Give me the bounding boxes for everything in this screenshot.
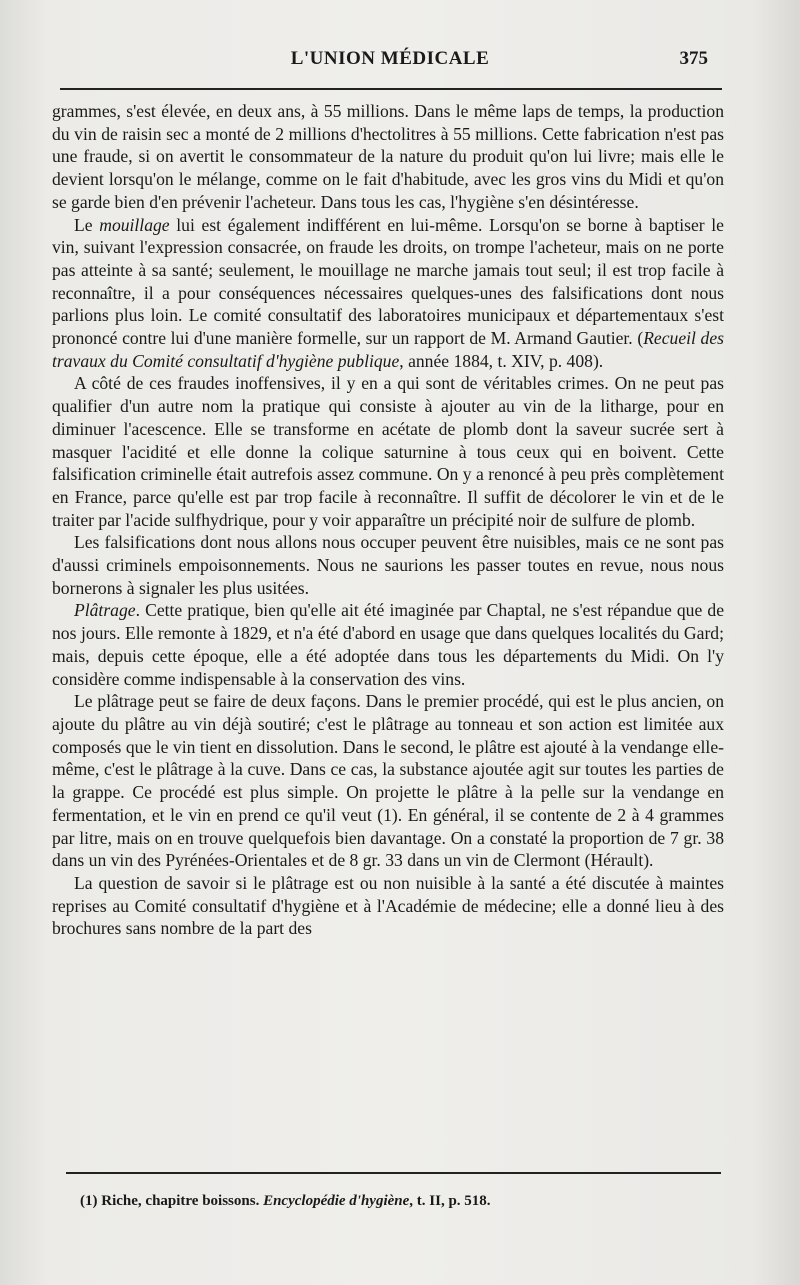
footnote-rule <box>66 1172 721 1174</box>
text-run: A côté de ces fraudes inoffensives, il y en a qui sont de véritables crimes. On ne peut pas qualifier d'un autre nom la pratique qui consiste à ajouter au vin de la litharge, pour en diminuer l'acescence. Elle se transforme en acétate de plomb dont la saveur sucrée sert à masquer l'acidité et elle donne la colique saturnine à tous ceux qui en boivent. Cette falsification criminelle était autrefois assez commune. On y a renoncé à peu près complètement en France, parce qu'elle est par trop facile à reconnaître. Il suffit de décolorer le vin et de le traiter par l'acide sulfhydrique, pour y voir apparaître un précipité noir de sulfure de plomb. <box>52 373 724 530</box>
text-run: , année 1884, t. XIV, p. 408). <box>399 350 604 371</box>
text-run: lui est également indifférent en lui-même. Lorsqu'on se borne à baptiser le vin, suivant l'expression consacrée, on fraude les droits, on trompe l'acheteur, mais on ne porte pas atteinte à sa santé; seulement, le mouillage ne marche jamais tout seul; il est trop facile à reconnaître, il a pour conséquences nécessaires quelques-unes des falsifications dont nous parlions plus loin. Le comité consultatif des laboratoires municipaux et départementaux s'est prononcé contre lui d'une manière formelle, sur un rapport de M. Armand Gautier. ( <box>52 214 724 349</box>
journal-title: L'UNION MÉDICALE <box>290 48 490 69</box>
footnote-title: Encyclopédie d'hygiène <box>263 1193 410 1209</box>
footnote-citation: , t. II, p. 518. <box>409 1193 491 1209</box>
paragraph <box>52 531 724 599</box>
paragraph <box>52 100 724 214</box>
paragraph <box>52 690 724 872</box>
text-run: grammes, s'est élevée, en deux ans, à 55 millions. Dans le même laps de temps, la production du vin de raisin sec a monté de 2 millions d'hectolitres à 55 millions. Cette fabrication n'est pas une fraude, si on avertit le consommateur de la nature du produit qu'on lui livre; mais elle le devient lorsqu'on le mélange, comme on le fait d'habitude, avec les gros vins du Midi et qu'on se garde bien d'en prévenir l'acheteur. Dans tous les cas, l'hygiène s'en désintéresse. <box>52 101 724 212</box>
running-head <box>60 48 720 78</box>
italic-run: mouillage <box>99 214 170 235</box>
paragraph <box>52 214 724 373</box>
text-run: La question de savoir si le plâtrage est ou non nuisible à la santé a été discutée à maintes reprises au Comité consultatif d'hygiène et à l'Académie de médecine; elle a donné lieu à des brochures sans nombre de la part des <box>52 872 724 939</box>
text-run: Le plâtrage peut se faire de deux façons. Dans le premier procédé, qui est le plus ancien, on ajoute du plâtre au vin déjà soutiré; c'est le plâtrage au tonneau et son action est limitée aux composés que le vin tient en dissolution. Dans le second, le plâtre est ajouté à la vendange elle-même, c'est le plâtrage à la cuve. Dans ce cas, la substance ajoutée agit sur toutes les parties de la grappe. Ce procédé est plus simple. On projette le plâtre à la pelle sur la vendange en fermentation, et le vin en prend ce qu'il veut (1). En général, il se contente de 2 à 4 grammes par litre, mais on en trouve quelquefois bien davantage. On a constaté la proportion de 7 gr. 38 dans un vin des Pyrénées-Orientales et de 8 gr. 33 dans un vin de Clermont (Hérault). <box>52 691 724 871</box>
paragraph <box>52 872 724 940</box>
paragraph <box>52 599 724 690</box>
text-run: Le <box>74 214 100 235</box>
text-run: . Cette pratique, bien qu'elle ait été imaginée par Chaptal, ne s'est répandue que de nos jours. Elle remonte à 1829, et n'a été d'abord en usage que dans quelques localités du Gard; mais, depuis cette époque, elle a été adoptée dans tous les départements du Midi. On l'y considère comme indispensable à la conservation des vins. <box>52 600 724 689</box>
article-body <box>52 100 724 940</box>
footnote-marker: (1) <box>80 1193 98 1209</box>
footnote <box>80 1193 720 1210</box>
italic-run: Plâtrage <box>74 600 136 621</box>
header-rule <box>60 88 722 90</box>
footnote-text: Riche, chapitre boissons. <box>97 1193 264 1209</box>
italic-run: Recueil des travaux du Comité consultatif d'hygiène publique <box>52 328 724 371</box>
page-number: 375 <box>679 48 708 69</box>
text-run: Les falsifications dont nous allons nous occuper peuvent être nuisibles, mais ce ne sont pas d'aussi criminels empoisonnements. Nous ne saurions les passer toutes en revue, nous nous bornerons à signaler les plus usitées. <box>52 532 724 598</box>
paragraph <box>52 372 724 531</box>
